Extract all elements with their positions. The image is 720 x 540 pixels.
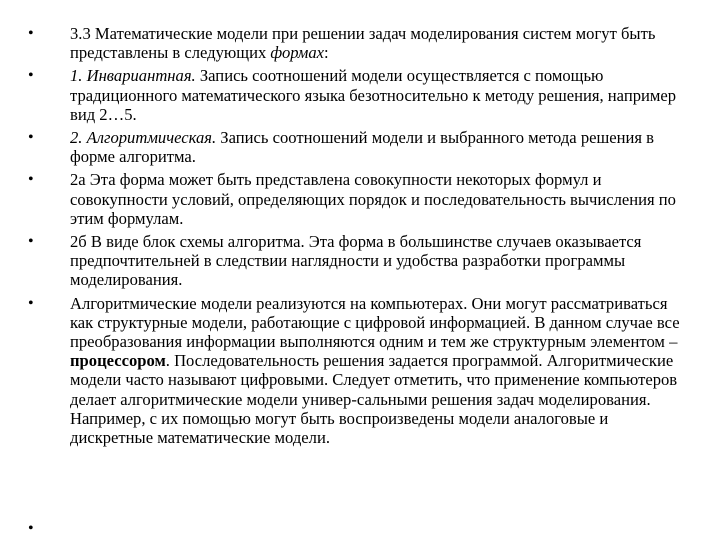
bullet-dot-icon: •	[28, 25, 34, 42]
bullet-item-6	[28, 294, 688, 448]
emphasis-text: 1. Инвариантная.	[70, 66, 196, 86]
bullet-list	[28, 24, 688, 451]
bullet-item-1	[28, 24, 688, 62]
bullet-dot-icon: •	[28, 294, 34, 312]
bullet-item-5	[28, 232, 688, 290]
bullet-text: Алгоритмические модели реализуются на компьютерах. Они могут рассматриваться как структурные модели, работающие с цифровой информацией. В данном случае все преобразования информации выполняются одним и тем же структурным элементом – процессором. Последовательность решения задается программой. Алгоритмические модели часто называют цифровыми. Следует отметить, что применение компьютеров делает алгоритмические модели универ-сальными решения задач моделирования. Например, с их помощью могут быть воспроизведены модели аналоговые и дискретные математические модели.	[70, 293, 680, 448]
bullet-text: 2. Алгоритмическая. Запись соотношений модели и выбранного метода решения в форме алгоритма.	[70, 128, 654, 167]
bullet-item-4	[28, 170, 688, 228]
bullet-dot-icon: •	[28, 67, 34, 85]
bullet-text: 2а Эта форма может быть представлена совокупности некоторых формул и совокупности условий, определяющих порядок и последовательность вычисления по этим формулам.	[70, 170, 676, 228]
bullet-dot-icon: •	[28, 129, 34, 147]
emphasis-text: 2. Алгоритмическая.	[70, 128, 217, 148]
bullet-item-3	[28, 128, 688, 166]
bullet-text: 1. Инвариантная. Запись соотношений модели осуществляется с помощью традиционного математического языка безотносительно к методу решения, например вид 2…5.	[70, 66, 677, 124]
bullet-text: 3.3 Математические модели при решении задач моделирования систем могут быть представлены в следующих формах:	[70, 24, 656, 63]
empty-bullet-dot-icon: •	[28, 520, 34, 537]
emphasis-text: формах	[270, 43, 324, 63]
bullet-item-2	[28, 66, 688, 124]
bullet-dot-icon: •	[28, 233, 34, 251]
bullet-text: 2б В виде блок схемы алгоритма. Эта форма в большинстве случаев оказывается предпочтительней в следствии наглядности и удобства разработки программы моделирования.	[70, 232, 642, 290]
bullet-dot-icon: •	[28, 171, 34, 189]
bold-term: процессором	[70, 351, 166, 371]
